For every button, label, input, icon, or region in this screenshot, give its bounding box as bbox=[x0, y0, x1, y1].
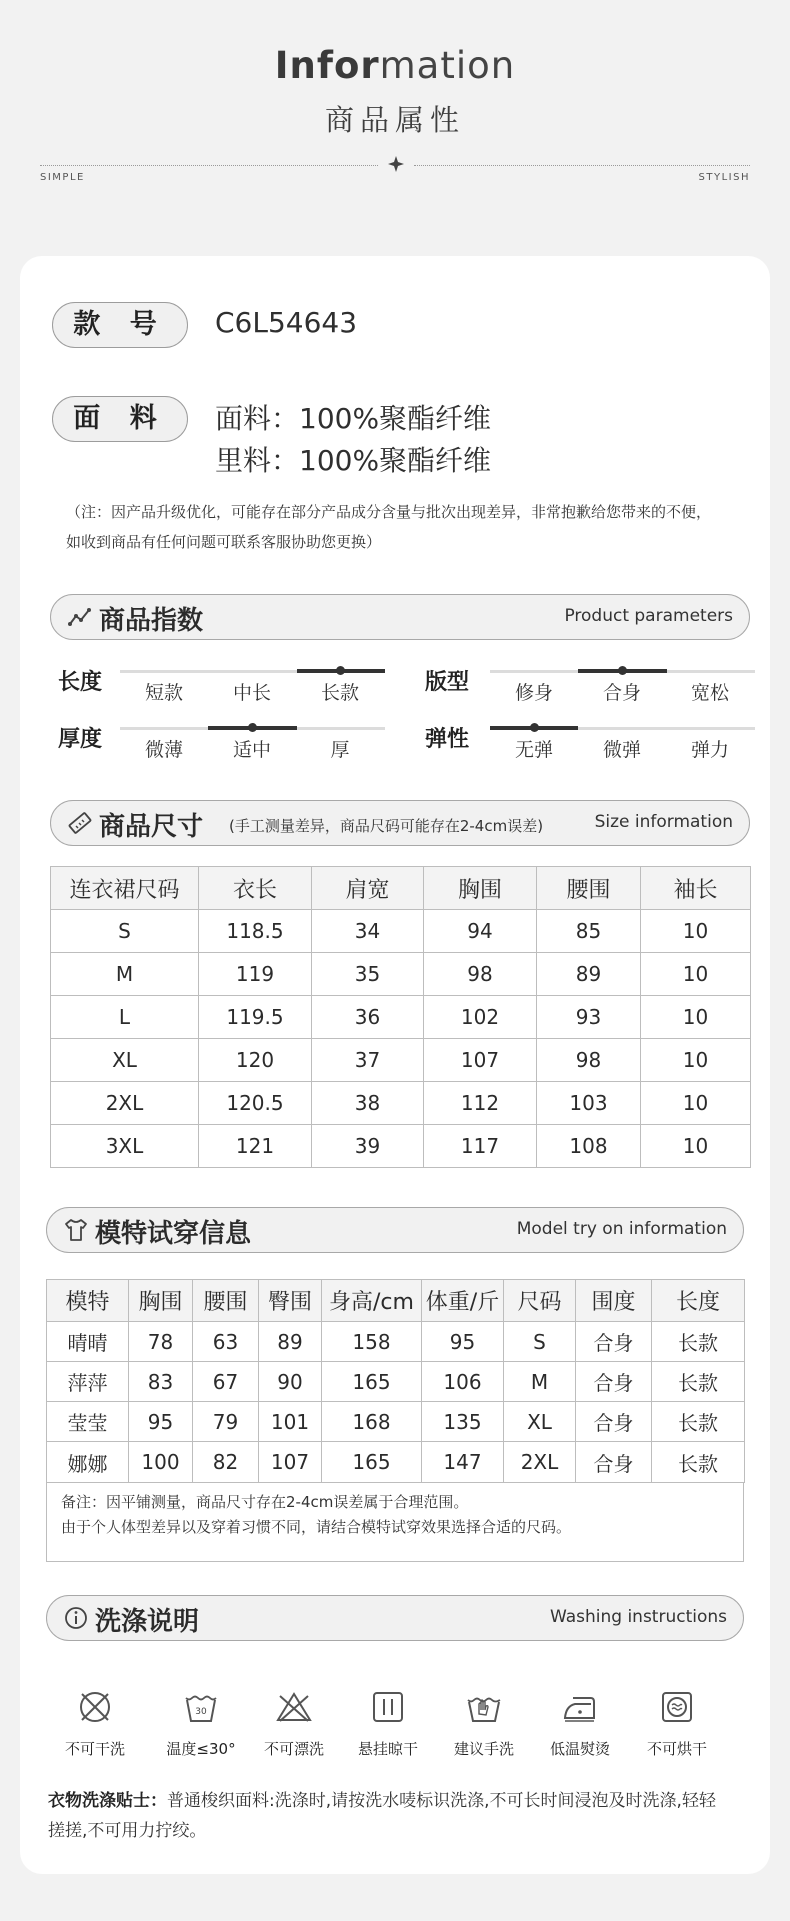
table-cell: 长款 bbox=[652, 1442, 745, 1483]
wash-item bbox=[251, 1688, 337, 1759]
table-cell: 合身 bbox=[576, 1442, 652, 1483]
table-cell: 158 bbox=[322, 1322, 422, 1362]
table-cell: 10 bbox=[641, 996, 751, 1039]
param-scale-length bbox=[120, 670, 385, 673]
param-option: 合身 bbox=[602, 682, 641, 704]
params-banner bbox=[50, 594, 750, 640]
header-cell: 袖长 bbox=[641, 867, 751, 910]
tips-line-2: 搓搓,不可用力拧绞。 bbox=[48, 1821, 207, 1841]
header-cell: 围度 bbox=[576, 1280, 652, 1322]
table-cell: 147 bbox=[422, 1442, 504, 1483]
table-cell: 34 bbox=[312, 910, 424, 953]
no-dry-clean-icon bbox=[76, 1688, 114, 1726]
divider-left bbox=[40, 165, 378, 166]
header-cell: 长度 bbox=[652, 1280, 745, 1322]
table-cell: 娜娜 bbox=[47, 1442, 129, 1483]
header-cell: 模特 bbox=[47, 1280, 129, 1322]
table-cell: 36 bbox=[312, 996, 424, 1039]
table-row bbox=[51, 1082, 751, 1125]
page-title-cn: 商品属性 bbox=[324, 103, 465, 137]
table-cell: 晴晴 bbox=[47, 1322, 129, 1362]
param-selected-dot bbox=[248, 723, 257, 732]
table-cell: 120.5 bbox=[199, 1082, 312, 1125]
param-option: 厚 bbox=[330, 739, 350, 761]
table-cell: 79 bbox=[193, 1402, 259, 1442]
wash-label: 不可烘干 bbox=[646, 1740, 707, 1758]
table-cell: 85 bbox=[537, 910, 641, 953]
size-title-en: Size information bbox=[594, 812, 733, 832]
table-cell: 10 bbox=[641, 953, 751, 996]
table-cell: 107 bbox=[259, 1442, 322, 1483]
table-cell: 119 bbox=[199, 953, 312, 996]
compass-ornament-icon bbox=[386, 154, 406, 174]
table-cell: 119.5 bbox=[199, 996, 312, 1039]
table-cell: 165 bbox=[322, 1362, 422, 1402]
table-cell: 101 bbox=[259, 1402, 322, 1442]
wash-item bbox=[537, 1688, 623, 1759]
model-table bbox=[46, 1279, 745, 1483]
header-cell: 腰围 bbox=[193, 1280, 259, 1322]
model-banner bbox=[46, 1207, 744, 1253]
wash-30-icon bbox=[182, 1688, 220, 1726]
table-cell: XL bbox=[504, 1402, 576, 1442]
model-table-header bbox=[47, 1280, 745, 1322]
wash-label: 低温熨烫 bbox=[549, 1740, 610, 1758]
table-cell: 长款 bbox=[652, 1402, 745, 1442]
table-row bbox=[47, 1322, 745, 1362]
notice-line-2: 如收到商品有任何问题可联系客服协助您更换） bbox=[66, 533, 382, 551]
table-cell: 78 bbox=[129, 1322, 193, 1362]
title-bold-part: Infor bbox=[274, 44, 380, 87]
wash-title-en: Washing instructions bbox=[549, 1607, 727, 1627]
param-scale-elasticity bbox=[490, 727, 755, 730]
table-cell: 2XL bbox=[504, 1442, 576, 1483]
table-row bbox=[47, 1442, 745, 1483]
wash-label: 建议手洗 bbox=[453, 1740, 514, 1758]
hang-dry-icon bbox=[369, 1688, 407, 1726]
table-cell: 98 bbox=[424, 953, 537, 996]
table-cell: 135 bbox=[422, 1402, 504, 1442]
table-cell: M bbox=[504, 1362, 576, 1402]
header-cell: 腰围 bbox=[537, 867, 641, 910]
tips-line-1: 普通梭织面料:洗涤时,请按洗水唛标识洗涤,不可长时间浸泡及时洗涤,轻轻 bbox=[167, 1791, 716, 1811]
table-cell: 103 bbox=[537, 1082, 641, 1125]
washing-tips bbox=[48, 1786, 758, 1846]
remark-line-1: 备注：因平铺测量，商品尺寸存在2-4cm误差属于合理范围。 bbox=[61, 1493, 469, 1511]
table-cell: 3XL bbox=[51, 1125, 199, 1168]
divider-right bbox=[414, 165, 750, 166]
params-title: 商品指数 bbox=[99, 606, 204, 636]
table-row bbox=[51, 1125, 751, 1168]
table-cell: 107 bbox=[424, 1039, 537, 1082]
table-cell: 95 bbox=[129, 1402, 193, 1442]
fabric-label: 面 料 bbox=[52, 396, 188, 442]
table-cell: 165 bbox=[322, 1442, 422, 1483]
table-cell: 35 bbox=[312, 953, 424, 996]
wash-item bbox=[345, 1688, 431, 1759]
param-option: 适中 bbox=[232, 739, 271, 761]
param-label-length: 长度 bbox=[58, 670, 103, 695]
table-cell: 39 bbox=[312, 1125, 424, 1168]
no-bleach-icon bbox=[275, 1688, 313, 1726]
header-cell: 衣长 bbox=[199, 867, 312, 910]
wash-banner bbox=[46, 1595, 744, 1641]
table-cell: 118.5 bbox=[199, 910, 312, 953]
table-cell: 120 bbox=[199, 1039, 312, 1082]
table-cell: 萍萍 bbox=[47, 1362, 129, 1402]
wash-item bbox=[634, 1688, 720, 1759]
table-cell: 93 bbox=[537, 996, 641, 1039]
table-cell: L bbox=[51, 996, 199, 1039]
wash-label: 不可干洗 bbox=[64, 1740, 125, 1758]
param-selected-dot bbox=[618, 666, 627, 675]
table-cell: 38 bbox=[312, 1082, 424, 1125]
table-cell: 合身 bbox=[576, 1402, 652, 1442]
table-cell: 100 bbox=[129, 1442, 193, 1483]
style-no-value: C6L54643 bbox=[215, 306, 358, 339]
table-row bbox=[51, 996, 751, 1039]
style-no-label: 款 号 bbox=[52, 302, 188, 348]
header-cell: 连衣裙尺码 bbox=[51, 867, 199, 910]
table-cell: 102 bbox=[424, 996, 537, 1039]
table-cell: 2XL bbox=[51, 1082, 199, 1125]
table-cell: S bbox=[51, 910, 199, 953]
param-option: 短款 bbox=[144, 682, 183, 704]
table-cell: 10 bbox=[641, 910, 751, 953]
low-iron-icon bbox=[561, 1688, 599, 1726]
table-cell: 117 bbox=[424, 1125, 537, 1168]
table-cell: 82 bbox=[193, 1442, 259, 1483]
table-row bbox=[51, 953, 751, 996]
param-option: 宽松 bbox=[690, 682, 729, 704]
header-cell: 肩宽 bbox=[312, 867, 424, 910]
no-tumble-dry-icon bbox=[658, 1688, 696, 1726]
fabric-line-1: 面料：100%聚酯纤维 bbox=[215, 402, 492, 435]
header-cell: 体重/斤 bbox=[422, 1280, 504, 1322]
param-label-thickness: 厚度 bbox=[58, 727, 103, 752]
header-cell: 胸围 bbox=[424, 867, 537, 910]
table-cell: 168 bbox=[322, 1402, 422, 1442]
table-cell: 合身 bbox=[576, 1362, 652, 1402]
table-row bbox=[51, 1039, 751, 1082]
param-option: 微弹 bbox=[602, 739, 641, 761]
size-banner bbox=[50, 800, 750, 846]
tips-label: 衣物洗涤贴士： bbox=[48, 1791, 167, 1811]
param-scale-fit bbox=[490, 670, 755, 673]
trend-chart-icon bbox=[67, 604, 93, 630]
param-option: 无弹 bbox=[514, 739, 553, 761]
hand-wash-icon bbox=[465, 1688, 503, 1726]
table-cell: 83 bbox=[129, 1362, 193, 1402]
table-cell: 106 bbox=[422, 1362, 504, 1402]
header-cell: 臀围 bbox=[259, 1280, 322, 1322]
page-title-en bbox=[0, 44, 790, 87]
param-selected-dot bbox=[530, 723, 539, 732]
param-option: 修身 bbox=[514, 682, 553, 704]
param-label-fit: 版型 bbox=[425, 670, 470, 695]
table-cell: 89 bbox=[259, 1322, 322, 1362]
table-cell: 10 bbox=[641, 1082, 751, 1125]
table-cell: 63 bbox=[193, 1322, 259, 1362]
table-cell: 莹莹 bbox=[47, 1402, 129, 1442]
tshirt-icon bbox=[63, 1217, 89, 1243]
table-cell: 94 bbox=[424, 910, 537, 953]
model-remark bbox=[46, 1482, 744, 1562]
size-title: 商品尺寸 bbox=[99, 812, 204, 842]
wash-label: 悬挂晾干 bbox=[357, 1740, 418, 1758]
table-cell: 121 bbox=[199, 1125, 312, 1168]
model-title: 模特试穿信息 bbox=[95, 1219, 252, 1249]
table-cell: 90 bbox=[259, 1362, 322, 1402]
table-cell: M bbox=[51, 953, 199, 996]
table-cell: 89 bbox=[537, 953, 641, 996]
table-cell: 10 bbox=[641, 1125, 751, 1168]
header-cell: 身高/cm bbox=[322, 1280, 422, 1322]
wash-title: 洗涤说明 bbox=[95, 1607, 200, 1637]
table-row bbox=[47, 1362, 745, 1402]
wash-item bbox=[52, 1688, 138, 1759]
model-title-en: Model try on information bbox=[516, 1219, 727, 1239]
size-table bbox=[50, 866, 751, 1168]
params-title-en: Product parameters bbox=[564, 606, 733, 626]
ruler-icon bbox=[67, 810, 93, 836]
table-cell: 合身 bbox=[576, 1322, 652, 1362]
wash-label: 温度≤30° bbox=[166, 1740, 236, 1758]
table-cell: 98 bbox=[537, 1039, 641, 1082]
info-icon bbox=[63, 1605, 89, 1631]
notice-line-1: （注：因产品升级优化，可能存在部分产品成分含量与批次出现差异，非常抱歉给您带来的不便， bbox=[66, 503, 712, 521]
wash-label: 不可漂洗 bbox=[263, 1740, 324, 1758]
table-cell: 37 bbox=[312, 1039, 424, 1082]
simple-tag: SIMPLE bbox=[40, 172, 85, 183]
title-light-part: mation bbox=[379, 44, 516, 87]
size-table-header bbox=[51, 867, 751, 910]
param-option: 微薄 bbox=[144, 739, 183, 761]
table-row bbox=[51, 910, 751, 953]
param-option: 长款 bbox=[320, 682, 359, 704]
header-cell: 尺码 bbox=[504, 1280, 576, 1322]
table-cell: 108 bbox=[537, 1125, 641, 1168]
size-subtitle: (手工测量差异，商品尺码可能存在2-4cm误差) bbox=[229, 817, 544, 835]
remark-line-2: 由于个人体型差异以及穿着习惯不同，请结合模特试穿效果选择合适的尺码。 bbox=[61, 1518, 572, 1536]
table-cell: S bbox=[504, 1322, 576, 1362]
param-option: 中长 bbox=[232, 682, 271, 704]
stylish-tag: STYLISH bbox=[698, 172, 750, 183]
table-cell: 112 bbox=[424, 1082, 537, 1125]
param-option: 弹力 bbox=[690, 739, 729, 761]
fabric-line-2: 里料：100%聚酯纤维 bbox=[215, 444, 492, 477]
table-cell: XL bbox=[51, 1039, 199, 1082]
wash-temp-badge: 30 bbox=[195, 1707, 207, 1717]
table-cell: 10 bbox=[641, 1039, 751, 1082]
table-cell: 长款 bbox=[652, 1362, 745, 1402]
table-cell: 长款 bbox=[652, 1322, 745, 1362]
table-cell: 67 bbox=[193, 1362, 259, 1402]
wash-item bbox=[158, 1688, 244, 1759]
param-label-elasticity: 弹性 bbox=[425, 727, 470, 752]
header-cell: 胸围 bbox=[129, 1280, 193, 1322]
wash-item bbox=[441, 1688, 527, 1759]
table-cell: 95 bbox=[422, 1322, 504, 1362]
table-row bbox=[47, 1402, 745, 1442]
param-scale-thickness bbox=[120, 727, 385, 730]
